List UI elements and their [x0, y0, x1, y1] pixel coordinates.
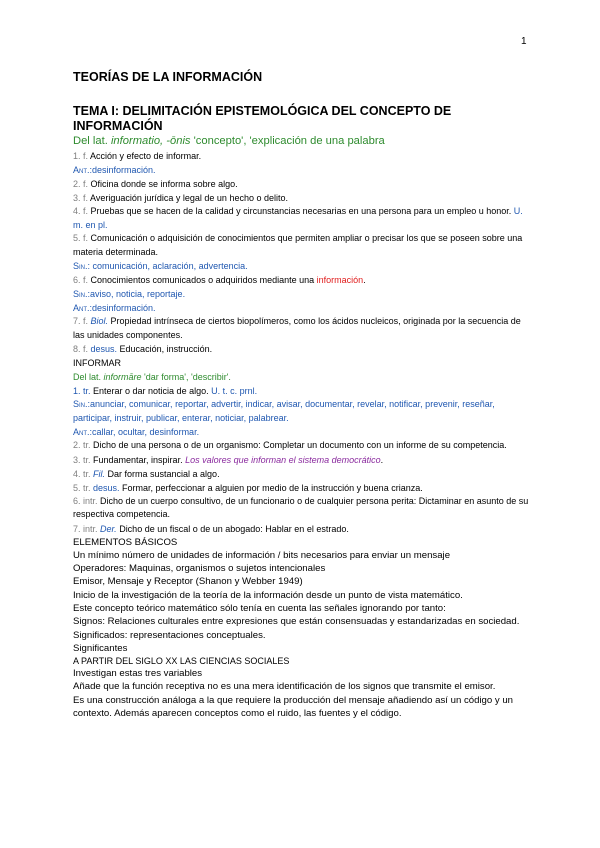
synonyms-2: [73, 287, 533, 301]
paragraph-8: Significantes: [73, 642, 128, 654]
definition-7: [73, 315, 533, 342]
etym-word: informatio, -ōnis: [110, 135, 191, 147]
page-number: 1: [521, 36, 527, 47]
sin-label: Sin.:: [73, 399, 91, 409]
def-number: 8. f.: [73, 344, 89, 354]
definition-1: [73, 149, 533, 163]
def-number: 1. f.: [73, 151, 89, 161]
ant-value[interactable]: callar, ocultar, desinformar.: [92, 427, 200, 437]
paragraph-3: Emisor, Mensaje y Receptor (Shanon y Webber 1949): [73, 576, 303, 588]
etym-prefix: Del lat.: [73, 372, 104, 382]
def-text: Acción y efecto de informar.: [88, 151, 202, 161]
paragraph-5: Este concepto teórico matemático sólo tenía en cuenta las señales ignorando por tanto:: [73, 602, 446, 614]
etymology-informar: [73, 370, 533, 384]
antonym-2: [73, 301, 533, 315]
def-text: Propiedad intrínseca de ciertos biopolímeros, como los ácidos nucleicos, originada por la secuencia de las unidades componentes.: [73, 316, 521, 340]
example-text: Los valores que informan el sistema democrático: [185, 454, 381, 465]
area-label: Der.: [97, 523, 117, 534]
def-text: Dar forma sustancial a algo.: [105, 468, 220, 479]
def-end: .: [363, 275, 366, 285]
paragraph-1: Un mínimo número de unidades de información / bits necesarios para enviar un mensaje: [73, 549, 451, 561]
entry-informar: INFORMAR: [73, 358, 121, 368]
def-end: .: [380, 454, 384, 465]
informar-def-7: [73, 522, 533, 536]
definition-4: [73, 205, 533, 232]
def-text: Dicho de una persona o de un organismo: Completar un documento con un informe de su competencia.: [90, 440, 507, 450]
def-number: 4. tr.: [73, 468, 91, 479]
etym-word: informāre: [103, 372, 142, 382]
synonyms-1: [73, 259, 533, 273]
paragraph-4: Inicio de la investigación de la teoría de la información desde un punto de vista matemático.: [73, 589, 463, 601]
highlight-word[interactable]: información: [316, 275, 364, 285]
document-title: TEORÍAS DE LA INFORMACIÓN: [73, 70, 263, 84]
area-label: Biol.: [88, 316, 109, 326]
definition-3: [73, 191, 533, 205]
paragraph-2: Operadores: Maquinas, organismos o sujetos intencionales: [73, 563, 326, 575]
paragraph-11: Añade que la función receptiva no es una mera identificación de los signos que transmite el emisor.: [73, 681, 496, 693]
def-text: Pruebas que se hacen de la calidad y circunstancias necesarias en una persona para un empleo u honor.: [88, 206, 512, 216]
synonyms-3: [73, 398, 533, 425]
ant-value[interactable]: desinformación.: [92, 303, 156, 313]
paragraph-10: Investigan estas tres variables: [73, 668, 203, 680]
ant-label: Ant.:: [73, 303, 93, 313]
sin-value[interactable]: aviso, noticia, reportaje.: [90, 289, 186, 299]
def-text: Oficina donde se informa sobre algo.: [88, 179, 238, 189]
sin-label: Sin.:: [73, 261, 91, 271]
def-text: Conocimientos comunicados o adquiridos mediante una: [88, 275, 317, 285]
antonym-1: [73, 163, 533, 177]
area-label: desus.: [88, 344, 118, 354]
informar-def-6: [73, 495, 533, 522]
informar-def-2: [73, 439, 533, 453]
def-number: 3. tr.: [73, 454, 91, 465]
def-text: Dicho de un cuerpo consultivo, de un funcionario o de cualquier persona perita: Dictaminar en asunto de su respectiva competencia.: [73, 495, 529, 519]
usage-note: U. t. c. prnl.: [208, 386, 258, 396]
def-number: 7. f.: [73, 316, 89, 326]
def-number: 2. f.: [73, 179, 89, 189]
paragraph-7: Significados: representaciones conceptuales.: [73, 629, 266, 641]
def-number: 4. f.: [73, 206, 89, 216]
sin-value[interactable]: comunicación, aclaración, advertencia.: [90, 261, 248, 271]
def-number: 2. tr.: [73, 440, 91, 450]
area-label: Fil.: [90, 468, 106, 479]
informar-def-3: [73, 453, 533, 467]
def-number: 5. tr.: [73, 482, 91, 493]
def-number: 5. f.: [73, 233, 89, 243]
ant-label: Ant.:: [73, 165, 93, 175]
etym-prefix: Del lat.: [73, 135, 111, 147]
area-label: desus.: [90, 482, 120, 493]
def-text: Fundamentar, inspirar.: [90, 454, 186, 465]
antonym-3: [73, 425, 533, 439]
def-number: 7. intr.: [73, 523, 98, 534]
ant-value[interactable]: desinformación.: [92, 165, 156, 175]
sin-value[interactable]: anunciar, comunicar, reportar, advertir, indicar, avisar, documentar, revelar, notificar, prevenir, reseñar, participar, instruir, publicar, enterar, noticiar, palabrear.: [73, 399, 495, 423]
def-number: 6. f.: [73, 275, 89, 285]
def-text: Educación, instrucción.: [117, 344, 213, 354]
etymology-informacion: [73, 134, 533, 149]
section-elementos: ELEMENTOS BÁSICOS: [73, 536, 178, 548]
def-number: 1. tr.: [73, 386, 91, 396]
informar-def-4: [73, 467, 533, 481]
definition-8: [73, 342, 533, 356]
def-text: Dicho de un fiscal o de un abogado: Hablar en el estrado.: [116, 523, 349, 534]
paragraph-6: Signos: Relaciones culturales entre expresiones que están consensuadas y estandarizadas en sociedad.: [73, 616, 520, 628]
def-text: Formar, perfeccionar a alguien por medio de la instrucción y buena crianza.: [119, 482, 423, 493]
etym-rest: 'concepto', 'explicación de una palabra: [190, 135, 385, 147]
section-title: TEMA I: DELIMITACIÓN EPISTEMOLÓGICA DEL CONCEPTO DE INFORMACIÓN: [73, 104, 452, 133]
def-text: Enterar o dar noticia de algo.: [90, 386, 209, 396]
definition-6: [73, 273, 533, 287]
usage-note: U. m. en pl.: [73, 206, 523, 230]
def-number: 6. intr.: [73, 495, 98, 506]
section-siglo-xx: A PARTIR DEL SIGLO XX LAS CIENCIAS SOCIALES: [73, 656, 290, 667]
def-text: Comunicación o adquisición de conocimientos que permiten ampliar o precisar los que se poseen sobre una materia determinada.: [73, 233, 523, 257]
definition-2: [73, 177, 533, 191]
informar-def-1: [73, 384, 533, 398]
paragraph-12: Es una construcción análoga a la que requiere la producción del mensaje añadiendo así un código y un contexto. Además aparecen conceptos como el ruido, las fuentes y el código.: [73, 694, 514, 720]
etym-rest: 'dar forma', 'describir'.: [141, 372, 231, 382]
document-body: [73, 70, 533, 720]
def-number: 3. f.: [73, 193, 89, 203]
ant-label: Ant.:: [73, 427, 93, 437]
informar-def-5: [73, 481, 533, 495]
def-text: Averiguación jurídica y legal de un hecho o delito.: [88, 193, 288, 203]
sin-label: Sin.:: [73, 289, 91, 299]
definition-5: [73, 232, 533, 259]
